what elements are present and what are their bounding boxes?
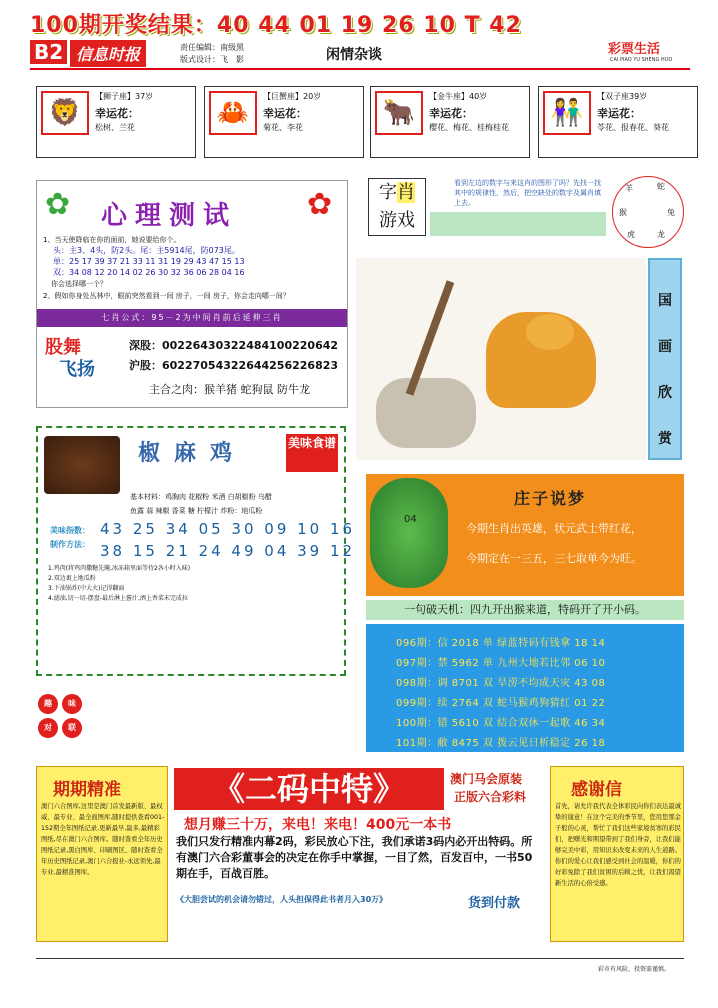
clover-icon: ✿ <box>45 187 71 222</box>
zodiac-sign: 【狮子座】37岁 <box>95 92 154 101</box>
stock-logo <box>45 337 95 381</box>
footer-disclaimer: 彩市有风险，投资需谨慎。 <box>598 966 671 973</box>
history-list <box>366 624 684 752</box>
riddle-chars <box>368 178 426 236</box>
editor-line: 责任编辑：南级黑 <box>180 43 244 52</box>
bull-icon: 🐂 <box>375 91 423 135</box>
zhuangzi-panel <box>366 474 684 596</box>
lucky-flowers: 菊花、李花 <box>263 123 303 132</box>
wheel-label: 虎 <box>627 230 635 239</box>
recipe-badge: 美味食谱 <box>286 434 338 472</box>
twins-icon: 👫 <box>543 91 591 135</box>
lucky-flower-label: 幸运花： <box>95 107 139 120</box>
tiger-painting <box>356 258 646 460</box>
history-row: 098期：调 8701 双 旱涝不均成天灾 43 08 <box>396 678 606 689</box>
riddle-text: 看到左边的数字与来这肖的图形了吗？先找一找其中的规律性，然后，把空缺处的数字及属肖填上去。 <box>454 179 601 207</box>
painting-label <box>648 258 682 460</box>
lucky-flowers: 樱花、梅花、桂梅桂花 <box>429 123 509 132</box>
psy-line-double: 双：34 08 12 20 14 02 26 30 32 36 06 28 04 16 <box>53 268 245 277</box>
zodiac-sign: 【巨蟹座】20岁 <box>263 92 322 101</box>
recipe-numbers-2: 38 15 21 24 49 04 39 12 <box>100 542 356 560</box>
lucky-flower-label: 幸运花： <box>429 107 473 120</box>
lucky-flowers: 松树、兰花 <box>95 123 135 132</box>
psy-question-2: 2、假如你身处丛林中，眼前突然看到一间 房子，一间 房子，你会走向哪一间？ <box>43 292 290 300</box>
wheel-label: 兔 <box>667 208 675 217</box>
psy-question-1: 1、当天使降临在你的面前，她说要给你个。 <box>43 236 181 244</box>
logo: 彩票生活 <box>608 42 661 57</box>
history-row: 097期：禁 5962 单 九州大地若比邻 06 10 <box>396 658 606 669</box>
lucky-flower-label: 幸运花： <box>597 107 641 120</box>
shenzhen-stock: 深股：00226430322484100220642 <box>129 339 339 352</box>
riddle-char: 戏 <box>397 210 415 231</box>
lantern-icon: 联 <box>62 718 82 738</box>
history-row: 100期：错 5610 双 结合双休一起歌 46 34 <box>396 718 606 729</box>
zodiac-riddle <box>368 176 604 238</box>
thank-you-title: 感谢信 <box>571 780 622 800</box>
thank-you-letter <box>550 766 684 942</box>
history-row: 099期：续 2764 双 蛇马猴鸡狗猜红 01 22 <box>396 698 606 709</box>
wheel-label: 蛇 <box>657 182 665 191</box>
page-number: B2 <box>30 40 67 64</box>
accuracy-title: 期期精准 <box>53 780 121 800</box>
editor-credits <box>180 42 244 66</box>
ad-earn-line: 想月赚三十万，来电！来电！400元一本书 <box>184 817 452 833</box>
cash-on-delivery-label: 货到付款 <box>468 896 521 911</box>
ingredients-line-2: 鱼露 蒜 辣椒 香菜 糖 柠檬汁 炸粉：地瓜粉 <box>130 507 263 515</box>
header-bar <box>30 38 690 70</box>
stock-logo-line: 股舞 <box>45 337 81 358</box>
one-line-hint: 一句破天机：四九开出猴来道，特码开了开小码。 <box>366 600 684 620</box>
accuracy-text: 澳门六合图库,这里是澳门首发最新版、最权威、最专业、最全面图库,随时提供查看001-152期全年图纸记录,更新最早,最多,最精彩图纸,尽在澳门六合图库。随时查看全年历史图纸记录,黑白图库、印刷图区、随时查看全年历史图纸记录,澳门六合报社-永远领先,最专业,最精准图库。 <box>41 803 165 876</box>
lucky-flower-label: 幸运花： <box>263 107 307 120</box>
psy-number-lines <box>53 245 245 278</box>
zodiac-card <box>538 86 698 158</box>
lucky-flowers: 苓花、报春花、葵花 <box>597 123 669 132</box>
zodiac-sign: 【金牛座】40岁 <box>429 92 488 101</box>
zodiac-card <box>36 86 196 158</box>
wheel-label: 羊 <box>625 184 633 193</box>
lantern-icon: 趣 <box>38 694 58 714</box>
main-code: 主合之肉：猴羊猪 蛇狗鼠 防牛龙 <box>149 383 310 396</box>
chicken-dish-image <box>44 436 120 494</box>
history-row: 101期：敝 8475 双 拨云见日析稳定 26 18 <box>396 738 606 749</box>
riddle-answer-bar <box>430 212 606 236</box>
psy-title: 心理测试 <box>101 201 238 231</box>
couplet-lanterns <box>36 692 84 740</box>
section-title: 闲情杂谈 <box>326 47 382 63</box>
painting-label-char: 赏 <box>658 431 672 447</box>
painting-label-char: 欣 <box>658 385 672 401</box>
recipe-steps <box>48 564 190 604</box>
taste-labels <box>50 524 90 552</box>
psy-formula-bar: 七肖公式：95－2为中间肖前后延伸三肖 <box>37 309 347 327</box>
zodiac-card <box>204 86 364 158</box>
painting-label-char: 画 <box>658 339 672 355</box>
accuracy-panel <box>36 766 168 942</box>
lion-icon: 🦁 <box>41 91 89 135</box>
recipe-numbers-1: 43 25 34 05 30 09 10 16 <box>100 520 356 538</box>
thank-you-text: 首先，请允许我代表全体彩民向你们表达最诚挚的谢意！在这个完美的季节里，您用您那金子般的心灵，帮忙了我们这些家境贫寒的彩民们，把曙光和期望带到了我们身旁，让我们能够完美中彩，用知识来改变未来的人生道路。你们的爱心让我们感受到社会的温暖，你们的好彩免除了我们贫困的后顾之忧，让我们渴望新生活的心倍受感。 <box>555 803 681 887</box>
two-code-ad <box>172 766 546 942</box>
wheel-label: 龙 <box>657 230 665 239</box>
zodiac-card <box>370 86 530 158</box>
zhuangzi-title: 庄子说梦 <box>514 489 587 508</box>
riddle-char: 肖 <box>397 182 415 203</box>
page-banner-title: 100期开奖结果：40 44 01 19 26 10 T 42 <box>30 13 522 38</box>
flower-icon: ✿ <box>307 187 333 222</box>
rock-shape <box>376 378 476 448</box>
tiger-head-shape <box>526 314 574 350</box>
logo-subtitle: CAI PIAO YU SHENG HUO <box>610 57 673 63</box>
ad-side-line-2: 正版六合彩料 <box>454 790 527 804</box>
paper-name: 信息时报 <box>70 40 146 67</box>
designer-line: 版式设计：飞 影 <box>180 55 244 64</box>
ad-body: 我们只发行精准内幕2码，彩民放心下注，我们承诺3码内必开出特码。所有澳门六合彩董事会的决定在你手中掌握，一目了然，百发百中，一书50期在手，百战百胜。 <box>176 835 533 880</box>
ad-side-line-1: 澳门马会原装 <box>450 772 523 786</box>
recipe-step: 3.下油锅炸(中大火)记得翻面 <box>48 585 125 592</box>
psy-line-single: 单：25 17 39 37 21 33 11 31 19 29 43 47 15 13 <box>53 257 245 266</box>
recipe-step: 4.滤油,切一切-摆盘-最后淋上酱汁,洒上香菜末完成拉 <box>48 595 188 602</box>
crab-icon: 🦀 <box>209 91 257 135</box>
recipe-title: 椒麻鸡 <box>138 441 247 466</box>
stock-logo-line: 飞扬 <box>59 359 95 380</box>
zodiac-sign: 【双子座39岁 <box>597 92 648 101</box>
riddle-char: 字 <box>379 182 397 203</box>
recipe-step: 1.鸡肉(将鸡肉撒糖先腌,冰冻箱里面等待2各小时入味) <box>48 565 191 572</box>
recipe-panel <box>36 426 356 676</box>
recipe-step: 2.双边裹上地瓜粉 <box>48 575 96 582</box>
method-label: 制作方法： <box>50 540 90 549</box>
taste-label: 美味指数： <box>50 526 90 535</box>
shanghai-stock: 沪股：60227054322644256226823 <box>129 359 339 372</box>
wheel-label: 猴 <box>619 208 627 217</box>
history-row: 096期：信 2018 单 绿蓝特码有钱拿 18 14 <box>396 638 606 649</box>
zodiac-wheel <box>612 176 684 248</box>
psy-line-head: 头：主3、4头，防2头。尾：主5914尾，防073尾。 <box>53 246 240 255</box>
painting-label-char: 国 <box>658 293 672 309</box>
ad-title: 《二码中特》 <box>174 768 444 810</box>
psy-question-1-tail: 你会选择哪一个？ <box>51 280 107 288</box>
zhuangzi-line-1: 今期生肖出英雄，状元武士带红花， <box>466 522 642 535</box>
lotus-number: 04 <box>404 514 417 525</box>
ad-footnote: 《大胆尝试的机会请勿错过，人头担保得此书者月入30万》 <box>176 895 388 904</box>
ingredients-line-1: 基本材料：鸡胸肉 花椒粉 米酒 白胡椒粉 乌醋 <box>130 493 272 501</box>
lantern-icon: 味 <box>62 694 82 714</box>
lotus-leaf-image <box>370 478 448 588</box>
riddle-char: 游 <box>379 210 397 231</box>
zhuangzi-line-2: 今期定在一三五，三七取单今为旺。 <box>466 552 642 565</box>
psychology-test-panel <box>36 180 348 408</box>
footer-divider <box>36 958 684 959</box>
lantern-icon: 对 <box>38 718 58 738</box>
